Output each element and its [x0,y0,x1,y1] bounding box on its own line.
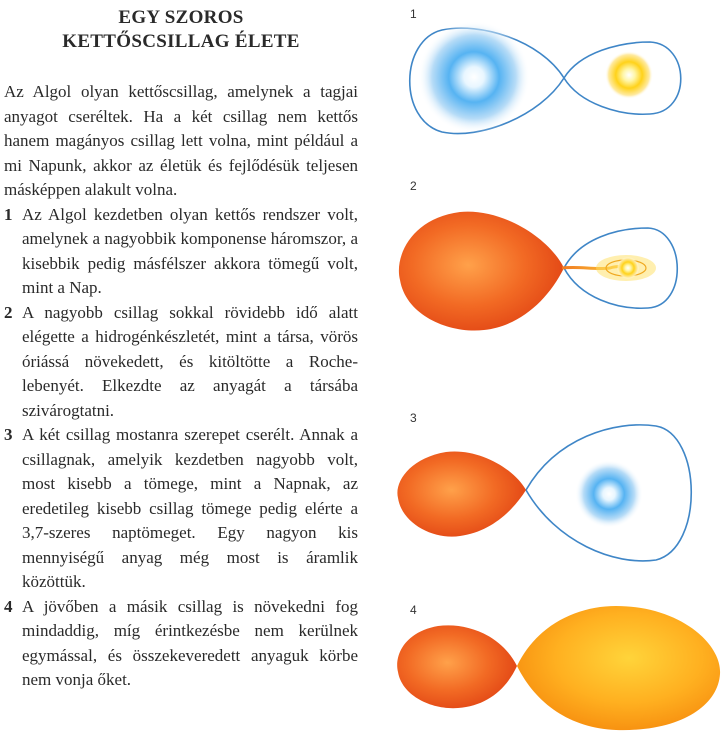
step-text: Az Algol kezdetben olyan kettős rendszer volt, amelynek a nagyobbik komponense háromszor, a kisebbik pedig másfélszer akkora tömegű volt, mint a Nap. [22,204,358,297]
intro-paragraph: Az Algol olyan kettőscsillag, amelynek a tagjai anyagot cseréltek. Ha a két csillag nem kettős hanem magányos csillag lett volna, mint például a mi Napunk, akkor az életük és fejlődésük teljesen másképpen alakult volna. [4,82,358,199]
red-star-4 [397,625,517,708]
title-line-2: KETTŐSCSILLAG ÉLETE [62,31,300,52]
stage-label-4: 4 [410,603,417,617]
red-star-3 [397,451,526,536]
stage-label-1: 1 [410,7,417,21]
steps-list [4,203,358,693]
step-4 [4,595,358,693]
step-number: 3 [4,425,13,444]
step-text: A két csillag mostanra szerepet cserélt. Annak a csillagnak, amelyik kezdetben nagyobb volt, most kisebb a tömege, mint a Napnak, az eredetileg kisebb csillag tömege pedig elérte a 3,7-szeres naptömeget. Egy nagyon kis mennyiségű anyag még most is áramlik közöttük. [22,425,358,591]
stage-label-3: 3 [410,411,417,425]
blue-star-3 [575,460,643,528]
step-3 [4,423,358,595]
blue-star-1 [418,21,530,133]
step-text: A nagyobb csillag sokkal rövidebb idő alatt elégette a hidrogénkészletét, mint a társa, vörös óriássá növekedett, és kitöltötte a Roche-lebenyét. Elkezdte az anyagát a társába szivárogtatni. [22,302,358,420]
binary-star-diagram [380,0,723,742]
title-line-1: EGY SZOROS [118,7,244,28]
step-1 [4,203,358,301]
red-giant-2 [399,212,564,331]
yellow-star-2 [617,257,639,279]
step-number: 4 [4,596,13,616]
stage-label-2: 2 [410,179,417,193]
step-2 [4,301,358,424]
page-title [4,6,358,54]
step-text: A jövőben a másik csillag is növekedni fog mindaddig, míg érintkezésbe nem kerülnek egymással, és összekeveredett anyaguk körbe nem vonja őket. [22,596,358,689]
text-column [4,6,358,693]
yellow-star-1 [605,51,653,99]
step-number: 1 [4,204,13,224]
orange-star-4 [517,606,720,730]
step-number: 2 [4,302,13,322]
